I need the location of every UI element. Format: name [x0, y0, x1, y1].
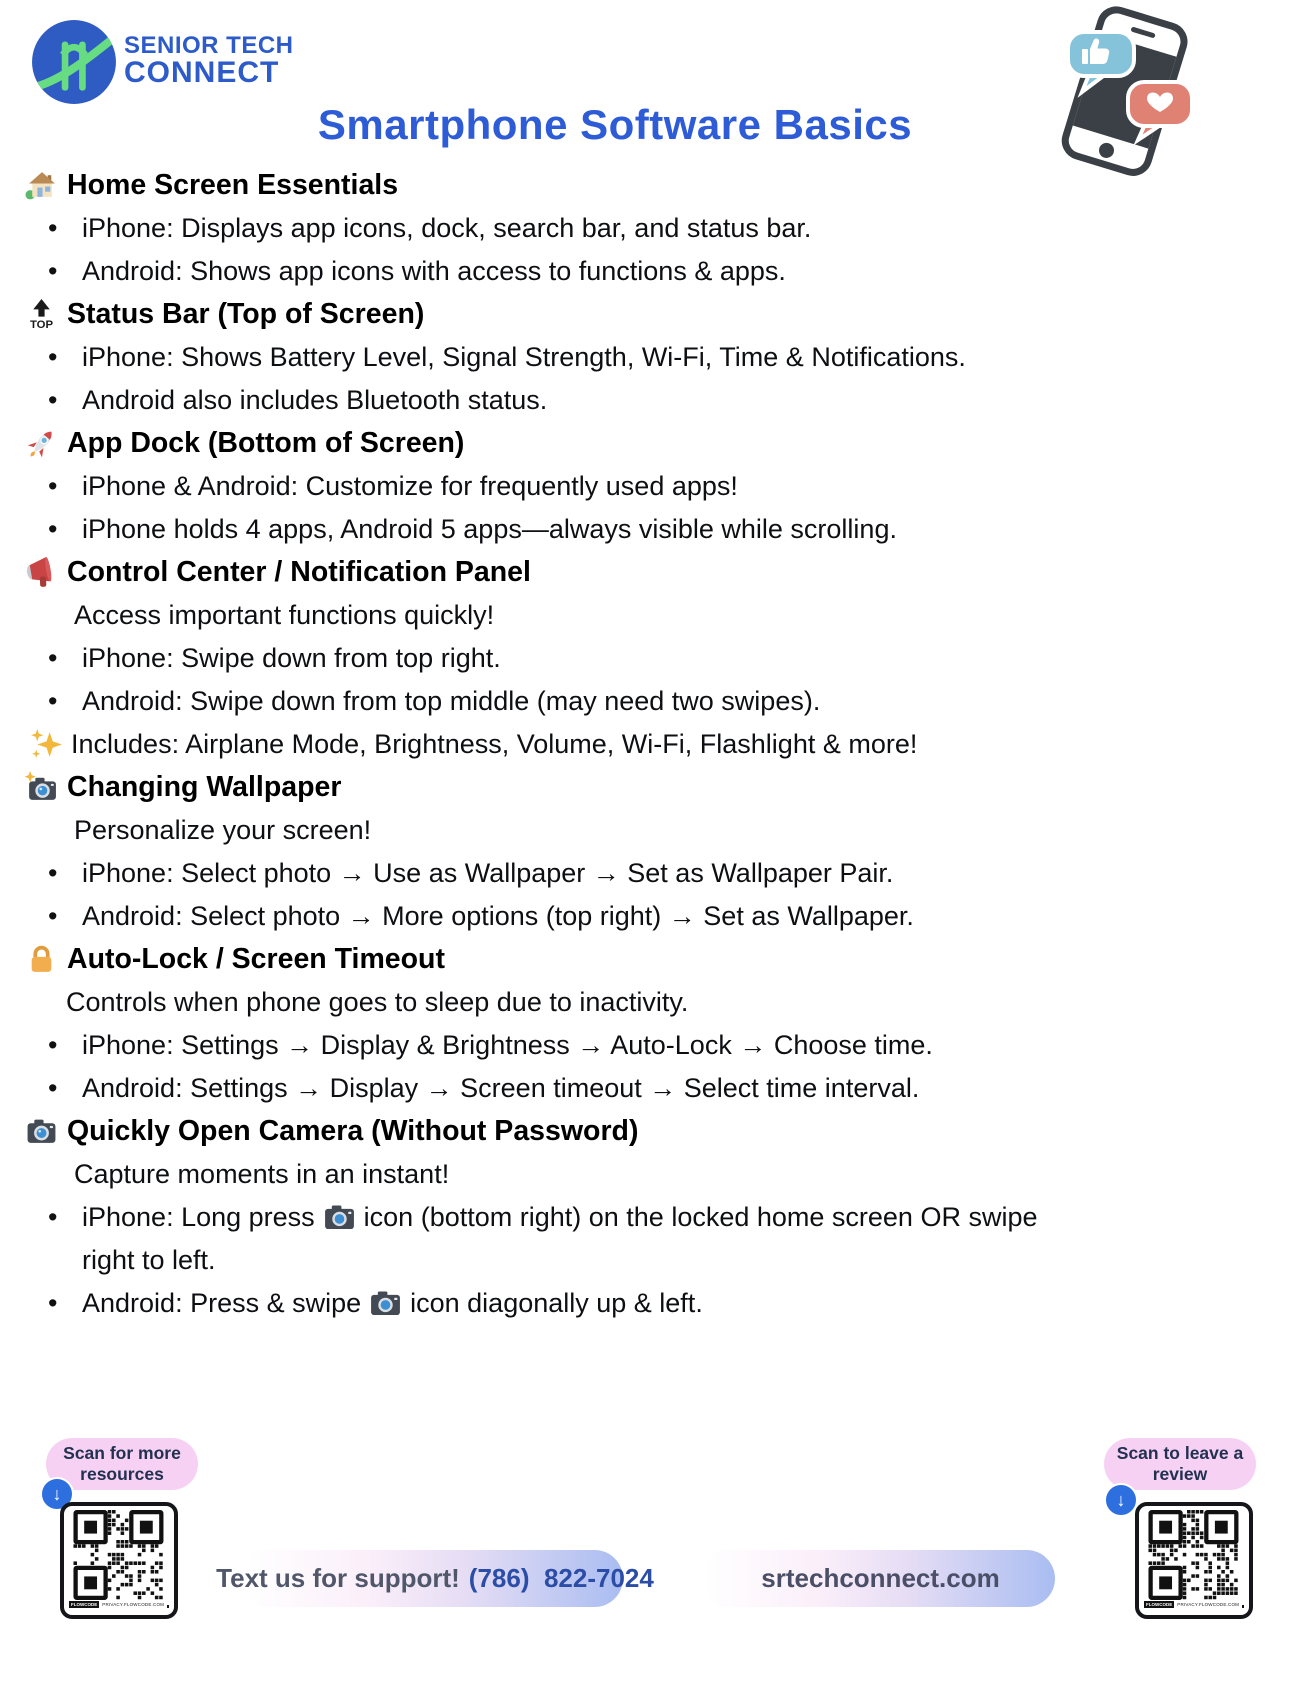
heading-text: Home Screen Essentials: [67, 169, 399, 201]
section-heading-status-bar: [0, 293, 1304, 336]
section-heading-auto-lock: [0, 938, 1304, 981]
camera-icon: [22, 1114, 60, 1150]
bullet-item: • iPhone: Settings → Display & Brightness → Auto-Lock → Choose time.: [48, 1030, 933, 1060]
bullet-text: Android also includes Bluetooth status.: [82, 385, 548, 415]
website-pill[interactable]: [706, 1550, 1055, 1607]
section-heading-app-dock: [0, 422, 1304, 465]
feature-line: [0, 723, 1304, 766]
top-arrow-icon: [22, 297, 60, 333]
bullet-wrap-line: [0, 1239, 1304, 1282]
page-title: Smartphone Software Basics: [317, 101, 913, 148]
scan-label-line1: Scan for more: [63, 1442, 181, 1463]
heading-text: Changing Wallpaper: [67, 771, 342, 803]
note-line: [0, 1153, 1304, 1196]
bullet-item: • iPhone: Swipe down from top right.: [48, 643, 501, 673]
qr-privacy-url: PRIVACY.FLOWCODE.COM: [102, 1602, 165, 1607]
bullet-item: • Android: Press & swipe icon diagonally up & left.: [48, 1288, 703, 1318]
bullet-text: Android: Select photo → More options (top right) → Set as Wallpaper.: [82, 901, 914, 931]
bullet-text: iPhone: Settings → Display & Brightness → Auto-Lock → Choose time.: [82, 1030, 933, 1060]
heading-text: Quickly Open Camera (Without Password): [67, 1115, 639, 1147]
qr-code-review: [1135, 1502, 1253, 1619]
bullet-item: • iPhone: Displays app icons, dock, search bar, and status bar.: [48, 213, 812, 243]
note-text: Personalize your screen!: [74, 815, 372, 845]
phone-social-illustration: [1040, 6, 1200, 186]
bullet-item: • Android: Select photo → More options (top right) → Set as Wallpaper.: [48, 901, 914, 931]
camera-icon: [324, 1205, 355, 1230]
note-text: Access important functions quickly!: [74, 600, 495, 630]
camera-icon: [370, 1291, 401, 1316]
bullet-text: iPhone: Swipe down from top right.: [82, 643, 501, 673]
bullet-text: iPhone: Displays app icons, dock, search bar, and status bar.: [82, 213, 812, 243]
note-text: Capture moments in an instant!: [74, 1159, 450, 1189]
bullet-item: • iPhone: Shows Battery Level, Signal Strength, Wi-Fi, Time & Notifications.: [48, 342, 966, 372]
bullet-text: iPhone: Select photo → Use as Wallpaper → Set as Wallpaper Pair.: [82, 858, 894, 888]
bullet-item: • iPhone holds 4 apps, Android 5 apps—always visible while scrolling.: [48, 514, 897, 544]
note-line: [0, 981, 1304, 1024]
qr-code-resources: [60, 1502, 178, 1619]
camera-flash-icon: [22, 770, 60, 806]
sparkles-icon: [26, 727, 64, 763]
bullet-text: Android: Shows app icons with access to functions & apps.: [82, 256, 786, 286]
megaphone-icon: [22, 555, 60, 591]
bullet-item: • iPhone: Long press icon (bottom right) on the locked home screen OR swipe: [48, 1202, 1038, 1232]
brand-name: [124, 34, 294, 89]
note-line: [0, 594, 1304, 637]
brand-line2: CONNECT: [124, 56, 280, 90]
bullet-text-post: icon (bottom right) on the locked home screen OR swipe: [363, 1202, 1038, 1232]
website-url: srtechconnect.com: [761, 1563, 1000, 1593]
scan-label-line1: Scan to leave a: [1116, 1442, 1244, 1463]
heading-text: Control Center / Notification Panel: [67, 556, 531, 588]
bullet-text-post: icon diagonally up & left.: [410, 1288, 703, 1318]
bullet-item: • Android also includes Bluetooth status.: [48, 385, 548, 415]
down-arrow-icon: ↓: [40, 1477, 74, 1511]
section-heading-changing-wallpaper: [0, 766, 1304, 809]
bullet-item: • iPhone & Android: Customize for frequently used apps!: [48, 471, 738, 501]
heading-text: App Dock (Bottom of Screen): [67, 427, 465, 459]
section-heading-control-center: [0, 551, 1304, 594]
qr-flowcode-chip: FLOWCODE: [71, 1602, 98, 1607]
bullet-item: • iPhone: Select photo → Use as Wallpaper → Set as Wallpaper Pair.: [48, 858, 894, 888]
bullet-item: • Android: Shows app icons with access to functions & apps.: [48, 256, 786, 286]
bullet-text: Android: Settings → Display → Screen timeout → Select time interval.: [82, 1073, 920, 1103]
bullet-text: iPhone & Android: Customize for frequently used apps!: [82, 471, 738, 501]
scan-label-line2: review: [1152, 1464, 1208, 1484]
heading-text: Status Bar (Top of Screen): [67, 298, 425, 330]
support-phone-number: (786) 822-7024: [468, 1563, 654, 1593]
note-text: Controls when phone goes to sleep due to inactivity.: [66, 987, 689, 1017]
svg-text:TOP: TOP: [29, 318, 53, 331]
content: [0, 164, 1304, 1325]
down-arrow-icon: ↓: [1104, 1483, 1138, 1517]
bullet-item: • Android: Swipe down from top middle (may need two swipes).: [48, 686, 821, 716]
heading-text: Auto-Lock / Screen Timeout: [67, 943, 445, 975]
lock-icon: [22, 942, 60, 978]
senior-tech-connect-logo: [30, 18, 118, 106]
section-heading-quick-camera: [0, 1110, 1304, 1153]
bullet-item: • Android: Settings → Display → Screen timeout → Select time interval.: [48, 1073, 920, 1103]
support-phone-pill[interactable]: [216, 1550, 654, 1607]
scan-review-label: [1104, 1438, 1256, 1490]
section-heading-home-screen: [0, 164, 1304, 207]
scan-label-line2: resources: [80, 1464, 164, 1484]
house-icon: [22, 168, 60, 204]
note-line: [0, 809, 1304, 852]
bullet-text-wrap: right to left.: [82, 1245, 216, 1275]
bullet-text: iPhone: Shows Battery Level, Signal Strength, Wi-Fi, Time & Notifications.: [82, 342, 966, 372]
bullet-text-pre: iPhone: Long press: [82, 1202, 315, 1232]
bullet-text-pre: Android: Press & swipe: [82, 1288, 362, 1318]
rocket-icon: [22, 426, 60, 462]
qr-privacy-url: PRIVACY.FLOWCODE.COM: [1177, 1602, 1240, 1607]
support-label: Text us for support!: [216, 1563, 460, 1593]
bullet-text: Android: Swipe down from top middle (may need two swipes).: [82, 686, 821, 716]
brand-line1: SENIOR TECH: [124, 32, 294, 59]
feature-text: Includes: Airplane Mode, Brightness, Volume, Wi-Fi, Flashlight & more!: [71, 729, 918, 759]
bullet-text: iPhone holds 4 apps, Android 5 apps—always visible while scrolling.: [82, 514, 897, 544]
qr-flowcode-chip: FLOWCODE: [1146, 1602, 1173, 1607]
